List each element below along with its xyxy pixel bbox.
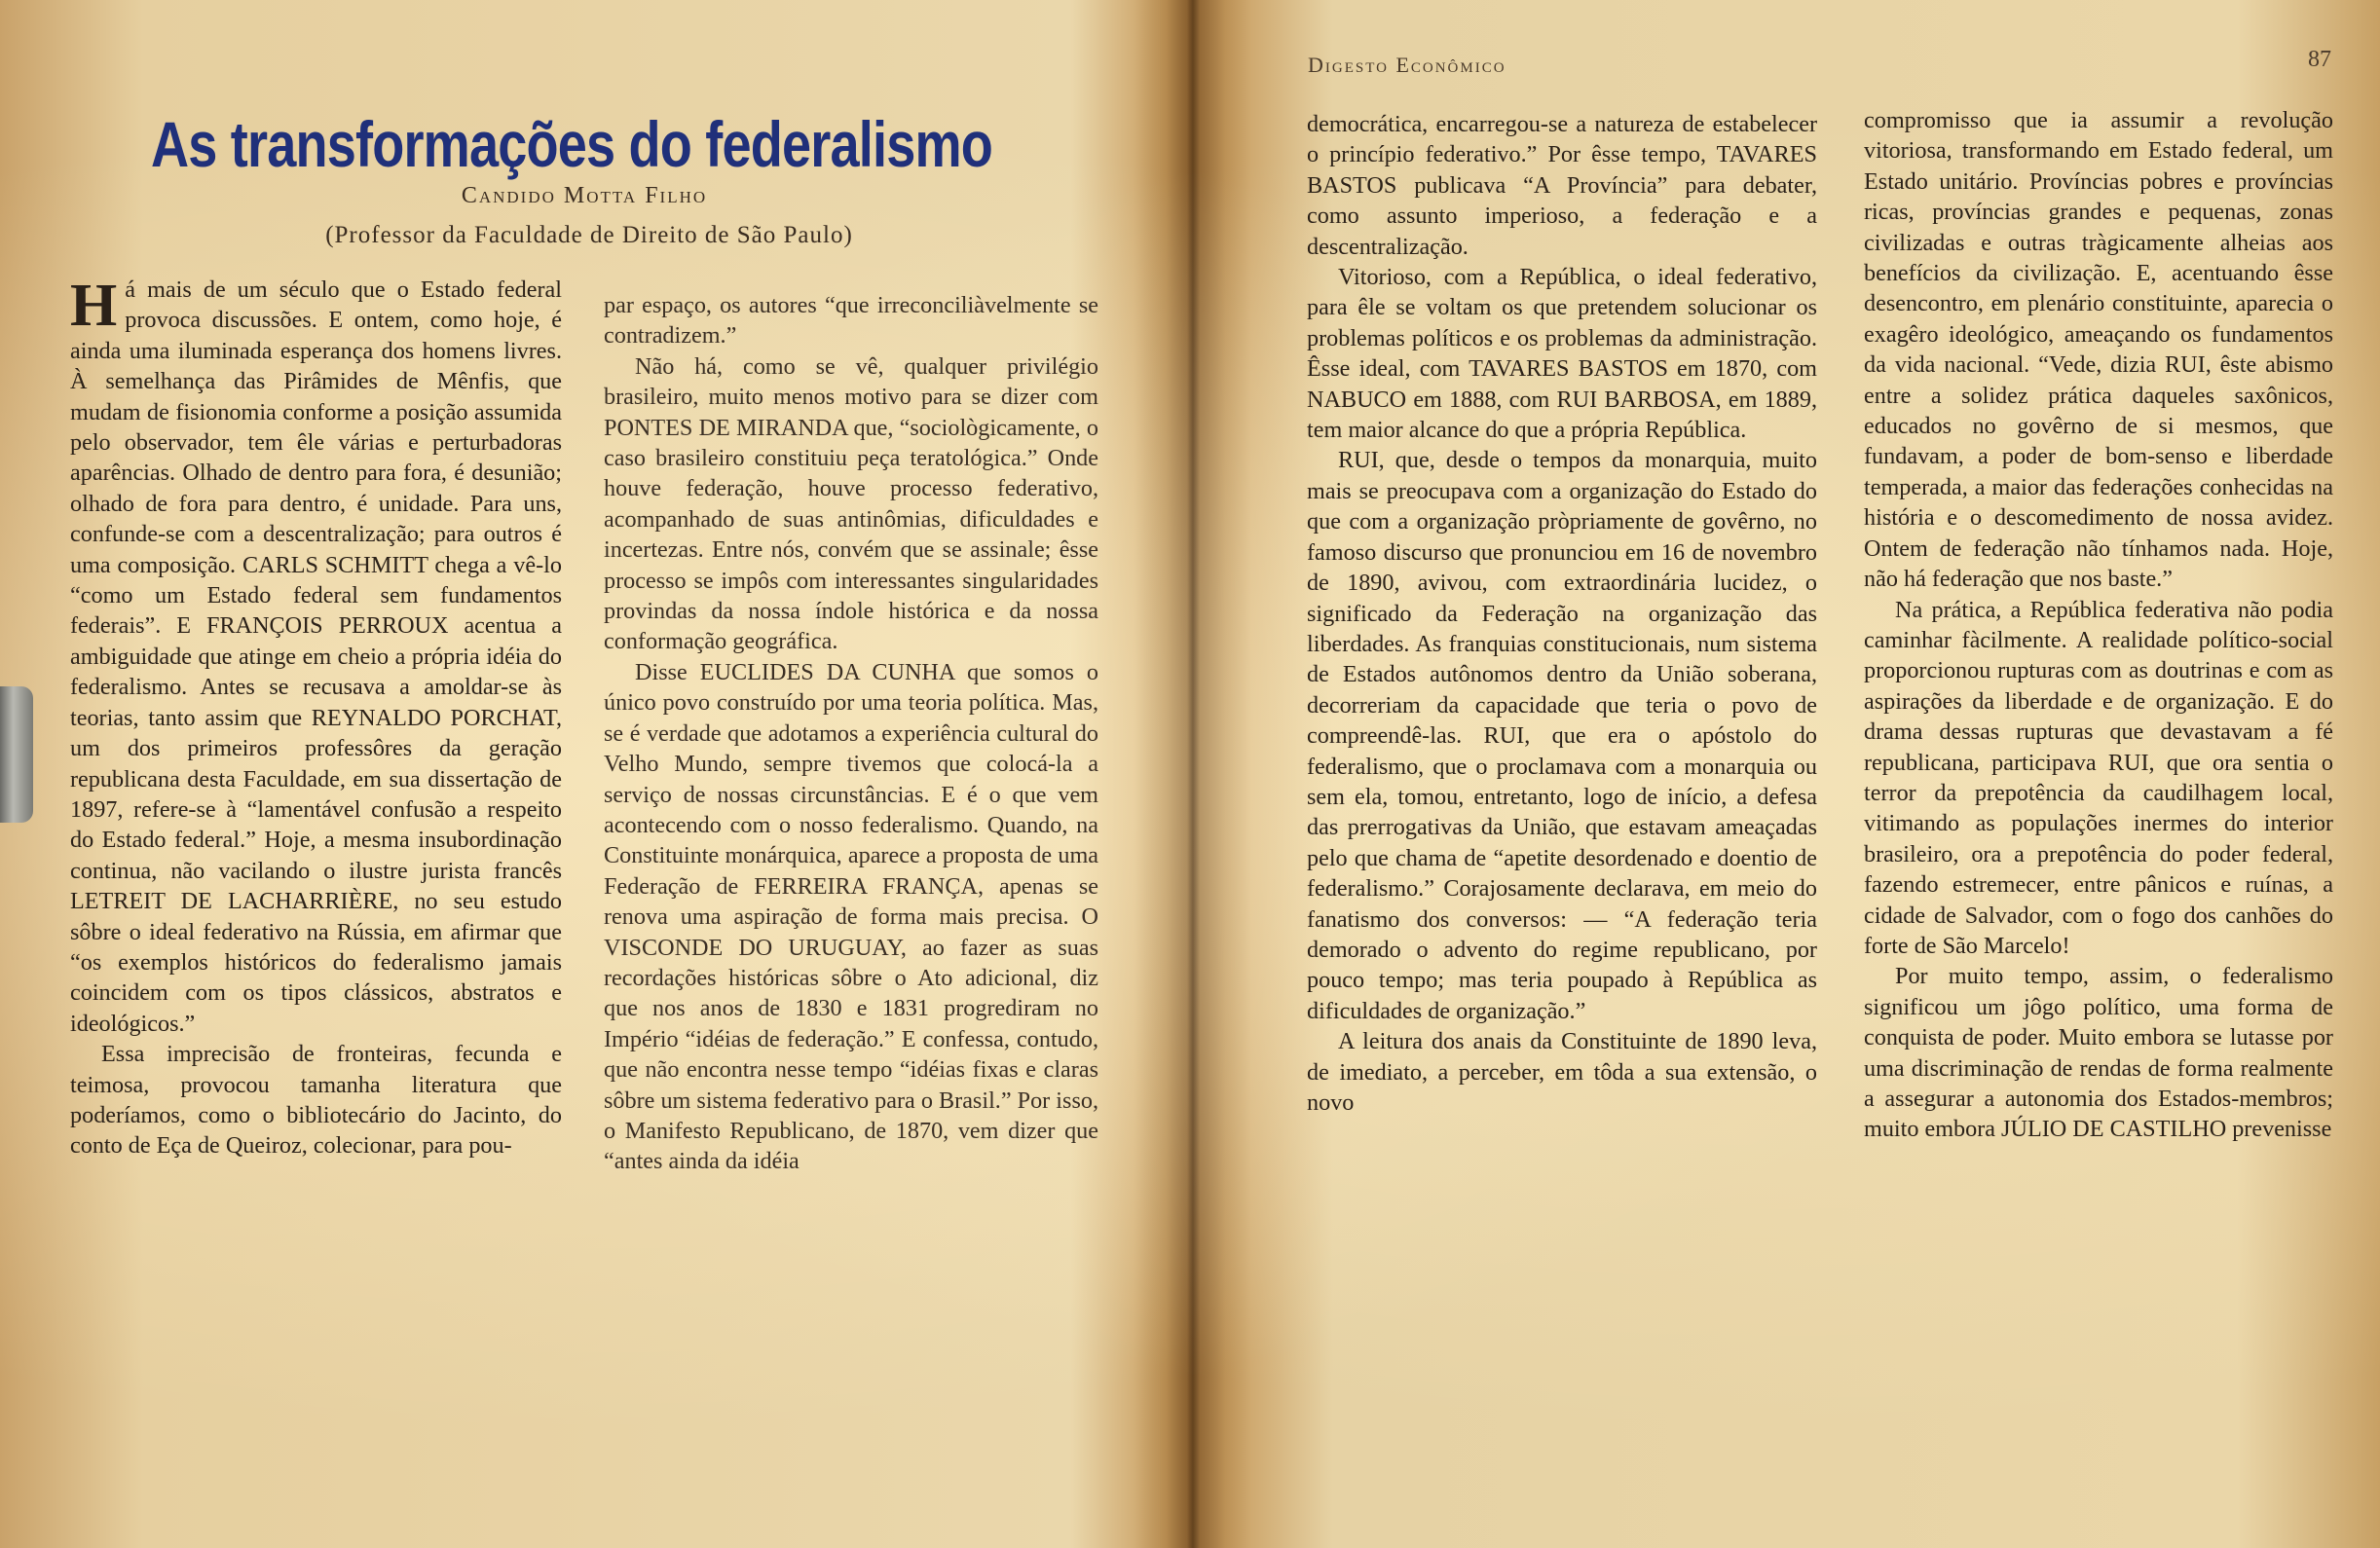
drop-cap: H bbox=[70, 273, 118, 339]
author-affiliation: (Professor da Faculdade de Direito de São Paulo) bbox=[325, 222, 853, 248]
paragraph: Vitorioso, com a República, o ideal federativo, para êle se voltam os que pretendem solucionar os problemas políticos e os problemas da administração. Êsse ideal, com TAVARES BASTOS em 1870, com NABUCO em 1888, com RUI BARBOSA, em 1889, tem maior alcance do que a própria República. bbox=[1307, 264, 1817, 444]
right-column-1 bbox=[1307, 109, 1817, 1118]
paragraph: A leitura dos anais da Constituinte de 1890 leva, de imediato, a perceber, em tôda a sua extensão, o novo bbox=[1307, 1028, 1817, 1116]
paragraph: Essa imprecisão de fronteiras, fecunda e teimosa, provocou tamanha literatura que poderíamos, como o bibliotecário do Jacinto, do conto de Eça de Queiroz, colecionar, para pou- bbox=[70, 1041, 562, 1160]
paragraph: RUI, que, desde o tempos da monarquia, muito mais se preocupava com a organização do Estado do que com a organização pròpriamente de govêrno, no famoso discurso que pronunciou em 16 de novembro de 1890, avivou, com extraordinária lucidez, o significado da Federação na organização das liberdades. As franquias constitucionais, num sistema de Estados autônomos dentro da União soberana, decorreriam da capacidade que teria o povo de compreendê-las. RUI, que era o apóstolo do federalismo, que o proclamava com a monarquia ou sem ela, tomou, entretanto, logo de início, a defesa das prerrogativas da União, que estavam ameaçadas pelo que chama de “apetite desordenado e doentio de federalismo.” Corajosamente declarava, em meio do fanatismo dos conversos: — “A federação teria demorado o advento do regime republicano, por pouco tempo; mas teria poupado à República as dificuldades de organização.” bbox=[1307, 447, 1817, 1024]
paragraph bbox=[70, 275, 562, 1039]
left-column-1 bbox=[70, 275, 562, 1161]
right-column-2 bbox=[1864, 105, 2333, 1145]
article-title: As transformações do federalismo bbox=[151, 108, 993, 180]
left-column-2 bbox=[604, 290, 1098, 1177]
paragraph: Por muito tempo, assim, o federalismo significou um jôgo político, uma forma de conquista de poder. Muito embora se lutasse por uma discriminação de rendas de forma realmente a assegurar a autonomia dos Estados-membros; muito embora JÚLIO DE CASTILHO prevenisse bbox=[1864, 963, 2333, 1143]
paragraph: par espaço, os autores “que irreconciliàvelmente se contradizem.” bbox=[604, 292, 1098, 350]
paragraph: Disse EUCLIDES DA CUNHA que somos o único povo construído por uma teoria política. Mas, se é verdade que adotamos a experiência cultural do Velho Mundo, sempre tivemos que colocá-la a serviço de nossas circunstâncias. E é o que vem acontecendo com o nosso federalismo. Quando, na Constituinte monárquica, aparece a proposta de uma Federação de FERREIRA FRANÇA, apenas se renova uma aspiração de forma mais precisa. O VISCONDE DO URUGUAY, ao fazer as suas recordações históricas sôbre o Ato adicional, diz que nos anos de 1830 e 1831 progrediram no Império “idéias de federação.” E confessa, contudo, que não encontra nesse tempo “idéias fixas e claras sôbre um sistema federativo para o Brasil.” Por isso, o Manifesto Republicano, de 1870, vem dizer que “antes ainda da idéia bbox=[604, 658, 1098, 1175]
page-number: 87 bbox=[2308, 47, 2331, 72]
paragraph-text: á mais de um século que o Estado federal provoca discussões. E ontem, como hoje, é ainda uma iluminada esperança dos homens livres. À semelhança das Pirâmides de Mênfis, que mudam de fisionomia conforme a posição assumida pelo observador, tem êle várias e perturbadoras aparências. Olhado de dentro para fora, é desunião; olhado de fora para dentro, é unidade. Para uns, confunde-se com a descentralização; para outros é uma composição. CARLS SCHMITT chega a vê-lo “como um Estado federal sem fundamentos federais”. E FRANÇOIS PERROUX acentua a ambiguidade que atinge em cheio a própria idéia do federalismo. Antes se recusava a amoldar-se às teorias, tanto assim que REYNALDO PORCHAT, um dos primeiros professôres da geração republicana desta Faculdade, em sua dissertação de 1897, refere-se à “lamentável confusão a respeito do Estado federal.” Hoje, a mesma insubordinação continua, não vacilando o ilustre jurista francês LETREIT DE LACHARRIÈRE, no seu estudo sôbre o ideal federativo na Rússia, em afirmar que “os exemplos históricos do federalismo jamais coincidem com os tipos clássicos, abstratos e ideológicos.” bbox=[70, 276, 562, 1037]
paragraph: compromisso que ia assumir a revolução vitoriosa, transformando em Estado federal, um Estado unitário. Províncias pobres e províncias ricas, províncias grandes e pequenas, zonas civilizadas e outras tràgicamente alheias aos benefícios da civilização. E, acentuando êsse desencontro, em plenário constituinte, aparecia o exagêro ideológico, ameaçando os fundamentos da vida nacional. “Vede, dizia RUI, êste abismo entre a solidez prática daqueles saxônicos, educados no govêrno de si mesmos, que fundavam, a poder de bom-senso e liberdade temperada, a maior das federações conhecidas na história e o descomedimento de nossa avidez. Ontem de federação não tínhamos nada. Hoje, não há federação que nos baste.” bbox=[1864, 107, 2333, 593]
paragraph: Na prática, a República federativa não podia caminhar fàcilmente. A realidade político-social proporcionou rupturas com as doutrinas e com as aspirações da liberdade e de organização. E do drama dessas rupturas que devastavam a fé republicana, participava RUI, que ora sentia o terror da prepotência da caudilhagem local, vitimando as populações inermes do interior brasileiro, ora a prepotência do poder federal, fazendo estremecer, entre pânicos e ruínas, a cidade de Salvador, com o fogo dos canhões do forte de São Marcelo! bbox=[1864, 596, 2333, 959]
paragraph: Não há, como se vê, qualquer privilégio brasileiro, muito menos motivo para se dizer com PONTES DE MIRANDA que, “sociològicamente, o caso brasileiro constituiu peça teratológica.” Onde houve federação, houve processo federativo, acompanhado de suas antinômias, dificuldades e incertezas. Entre nós, convém que se assinale; êsse processo se impôs com interessantes singularidades provindas da nossa índole histórica e da nossa conformação geográfica. bbox=[604, 352, 1098, 655]
article-author: Candido Motta Filho bbox=[461, 183, 708, 208]
paragraph: democrática, encarregou-se a natureza de estabelecer o princípio federativo.” Por êsse tempo, TAVARES BASTOS publicava “A Província” para debater, como assunto imperioso, a federação e a descentralização. bbox=[1307, 111, 1817, 260]
running-head: Digesto Econômico bbox=[1308, 53, 1506, 77]
